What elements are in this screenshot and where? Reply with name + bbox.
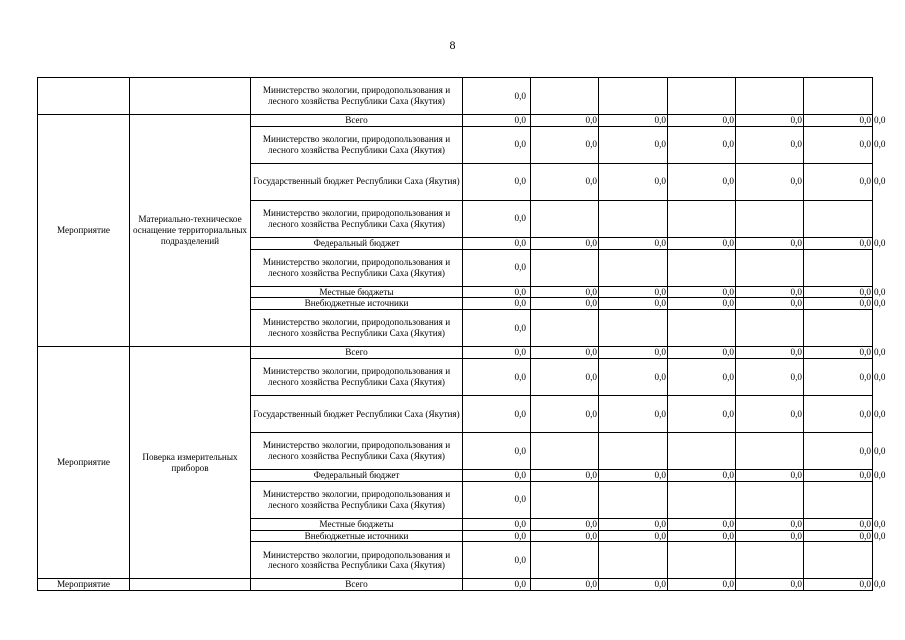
funding-source-cell: Министерство экологии, природопользования и лесного хозяйства Республики Саха (Якутия) (251, 432, 463, 469)
value-cell: 0,0 (668, 126, 736, 163)
value-cell: 0,0 (736, 126, 804, 163)
value-cell (804, 200, 873, 237)
value-cell: 0,0 (736, 518, 804, 530)
value-cell: 0,0 (531, 126, 599, 163)
table-row: Местные бюджеты 0,0 0,0 0,0 0,0 0,0 0,0 0,0 (38, 286, 873, 298)
value-cell: 0,0 (531, 530, 599, 542)
value-cell (804, 542, 873, 579)
value-cell: 0,0 (736, 163, 804, 200)
funding-source-cell: Всего (251, 579, 463, 591)
value-cell (736, 200, 804, 237)
funding-source-cell: Министерство экологии, природопользования и лесного хозяйства Республики Саха (Якутия) (251, 542, 463, 579)
value-cell: 0,0 (463, 432, 531, 469)
table-row: Федеральный бюджет 0,0 0,0 0,0 0,0 0,0 0,0 0,0 (38, 237, 873, 249)
value-cell: 0,0 (804, 347, 873, 359)
funding-source-cell: Всего (251, 347, 463, 359)
value-cell (804, 310, 873, 347)
value-cell: 0,0 (668, 298, 736, 310)
value-cell: 0,0 (531, 347, 599, 359)
value-cell: 0,0 (736, 347, 804, 359)
value-cell: 0,0 (531, 395, 599, 432)
value-cell (736, 310, 804, 347)
value-cell: 0,0 (463, 481, 531, 518)
value-cell: 0,0 (668, 286, 736, 298)
value-cell: 0,0 (599, 347, 668, 359)
value-cell: 0,0 (463, 115, 531, 127)
table-row (38, 78, 873, 115)
value-cell: 0,0 (599, 579, 668, 591)
funding-source-cell: Внебюджетные источники (251, 298, 463, 310)
cell-type (38, 78, 130, 115)
funding-source-cell: Министерство экологии, природопользования и лесного хозяйства Республики Саха (Якутия) (251, 358, 463, 395)
funding-source-cell: Министерство экологии, природопользования и лесного хозяйства Республики Саха (Якутия) (251, 481, 463, 518)
value-cell: 0,0 (463, 542, 531, 579)
value-cell: 0,0 (463, 579, 531, 591)
funding-source-cell: Государственный бюджет Республики Саха (Якутия) (251, 395, 463, 432)
activity-type-cell: Мероприятие (38, 579, 130, 591)
value-cell: 0,0 (804, 469, 873, 481)
value-cell: 0,0 (804, 163, 873, 200)
table-row: Министерство экологии, природопользования и лесного хозяйства Республики Саха (Якутия) 0,0 0,0 0,0 0,0 0,0 0,0 0,0 (38, 126, 873, 163)
value-cell: 0,0 (804, 579, 873, 591)
value-cell (736, 432, 804, 469)
value-cell: 0,0 (599, 163, 668, 200)
value-cell (668, 200, 736, 237)
funding-source-cell: Федеральный бюджет (251, 469, 463, 481)
table-row: Министерство экологии, природопользования и лесного хозяйства Республики Саха (Якутия) 0,0 0,0 0,0 0,0 0,0 0,0 0,0 (38, 358, 873, 395)
value-cell (599, 432, 668, 469)
value-cell: 0,0 (736, 579, 804, 591)
table-row: Федеральный бюджет 0,0 0,0 0,0 0,0 0,0 0,0 0,0 (38, 469, 873, 481)
table-row: Мероприятие Всего 0,0 0,0 0,0 0,0 0,0 0,0 0,0 (38, 579, 873, 591)
value-cell: 0,0 (736, 286, 804, 298)
value-cell: 0,0 (531, 237, 599, 249)
value-cell: 0,0 (736, 395, 804, 432)
cell-name (130, 78, 251, 115)
value-cell: 0,0 (736, 298, 804, 310)
value-cell: 0,0 (736, 530, 804, 542)
funding-source-cell: Государственный бюджет Республики Саха (Якутия) (251, 163, 463, 200)
funding-source-cell: Всего (251, 115, 463, 127)
value-cell: 0,0 (463, 347, 531, 359)
value-cell: 0,0 (668, 530, 736, 542)
value-cell (531, 432, 599, 469)
value-cell (599, 78, 668, 115)
funding-source-cell: Министерство экологии, природопользования и лесного хозяйства Республики Саха (Якутия) (251, 78, 463, 115)
funding-source-cell: Министерство экологии, природопользования и лесного хозяйства Республики Саха (Якутия) (251, 126, 463, 163)
table-row: Внебюджетные источники 0,0 0,0 0,0 0,0 0,0 0,0 0,0 (38, 298, 873, 310)
value-cell: 0,0 (736, 237, 804, 249)
value-cell (531, 481, 599, 518)
value-cell (668, 249, 736, 286)
value-cell: 0,0 (463, 518, 531, 530)
value-cell: 0,0 (463, 126, 531, 163)
value-cell: 0,0 (463, 163, 531, 200)
value-cell: 0,0 (668, 518, 736, 530)
value-cell: 0,0 (599, 115, 668, 127)
value-cell (668, 542, 736, 579)
value-cell: 0,0 (531, 115, 599, 127)
value-cell: 0,0 (736, 469, 804, 481)
value-cell: 0,0 (599, 237, 668, 249)
value-cell: 0,0 (463, 200, 531, 237)
value-cell: 0,0 (804, 115, 873, 127)
value-cell (736, 542, 804, 579)
value-cell: 0,0 (599, 518, 668, 530)
activity-name-cell: Материально-техническое оснащение территориальных подразделений (130, 115, 251, 347)
value-cell (804, 78, 873, 115)
value-cell: 0,0 (804, 286, 873, 298)
value-cell: 0,0 (804, 395, 873, 432)
table-row: Внебюджетные источники 0,0 0,0 0,0 0,0 0,0 0,0 0,0 (38, 530, 873, 542)
value-cell (736, 249, 804, 286)
activity-type-cell: Мероприятие (38, 115, 130, 347)
value-cell: 0,0 (463, 249, 531, 286)
value-cell (668, 310, 736, 347)
funding-source-cell: Федеральный бюджет (251, 237, 463, 249)
value-cell (736, 481, 804, 518)
value-cell: 0,0 (463, 298, 531, 310)
funding-source-cell: Министерство экологии, природопользования и лесного хозяйства Республики Саха (Якутия) (251, 249, 463, 286)
value-cell (531, 249, 599, 286)
value-cell: 0,0 (531, 579, 599, 591)
value-cell (599, 481, 668, 518)
value-cell (599, 310, 668, 347)
value-cell: 0,0 (736, 115, 804, 127)
value-cell: 0,0 (804, 518, 873, 530)
value-cell: 0,0 (804, 237, 873, 249)
value-cell: 0,0 (804, 530, 873, 542)
value-cell (531, 310, 599, 347)
table-row: Местные бюджеты 0,0 0,0 0,0 0,0 0,0 0,0 0,0 (38, 518, 873, 530)
funding-source-cell: Местные бюджеты (251, 286, 463, 298)
value-cell: 0,0 (668, 237, 736, 249)
value-cell: 0,0 (463, 78, 531, 115)
value-cell: 0,0 (668, 395, 736, 432)
value-cell: 0,0 (804, 126, 873, 163)
activity-type-cell: Мероприятие (38, 347, 130, 579)
value-cell: 0,0 (463, 237, 531, 249)
value-cell: 0,0 (531, 298, 599, 310)
value-cell: 0,0 (804, 358, 873, 395)
value-cell: 0,0 (599, 395, 668, 432)
table-row: Государственный бюджет Республики Саха (Якутия) 0,0 0,0 0,0 0,0 0,0 0,0 0,0 (38, 163, 873, 200)
table-row: Мероприятие Поверка измерительных приборов Всего 0,0 0,0 0,0 0,0 0,0 0,0 0,0 (38, 347, 873, 359)
value-cell (599, 200, 668, 237)
value-cell (804, 481, 873, 518)
value-cell (599, 249, 668, 286)
value-cell: 0,0 (668, 358, 736, 395)
value-cell (531, 200, 599, 237)
value-cell: 0,0 (736, 358, 804, 395)
value-cell: 0,0 (668, 579, 736, 591)
value-cell (804, 249, 873, 286)
budget-table (37, 77, 886, 591)
table-row: Мероприятие Материально-техническое оснащение территориальных подразделений Всего 0,0 0,0 0,0 0,0 0,0 0,0 0,0 (38, 115, 873, 127)
value-cell: 0,0 (668, 347, 736, 359)
value-cell: 0,0 (531, 469, 599, 481)
activity-name-cell: Поверка измерительных приборов (130, 347, 251, 579)
page-number: 8 (449, 38, 456, 52)
value-cell: 0,0 (599, 298, 668, 310)
value-cell: 0,0 (599, 358, 668, 395)
value-cell: 0,0 (668, 163, 736, 200)
table-row: Министерство экологии, природопользования и лесного хозяйства Республики Саха (Якутия) 0,0 0,0 0,0 (38, 432, 873, 469)
value-cell: 0,0 (668, 469, 736, 481)
value-cell (668, 432, 736, 469)
funding-source-cell: Внебюджетные источники (251, 530, 463, 542)
value-cell (668, 78, 736, 115)
value-cell: 0,0 (599, 126, 668, 163)
value-cell: 0,0 (599, 530, 668, 542)
activity-name-cell (130, 579, 251, 591)
value-cell: 0,0 (463, 310, 531, 347)
value-cell: 0,0 (599, 286, 668, 298)
value-cell: 0,0 (463, 469, 531, 481)
value-cell (531, 542, 599, 579)
value-cell: 0,0 (531, 358, 599, 395)
funding-source-cell: Министерство экологии, природопользования и лесного хозяйства Республики Саха (Якутия) (251, 200, 463, 237)
value-cell (668, 481, 736, 518)
value-cell (531, 78, 599, 115)
funding-source-cell: Местные бюджеты (251, 518, 463, 530)
value-cell: 0,0 (463, 358, 531, 395)
value-cell: 0,0 (531, 286, 599, 298)
value-cell: 0,0 (463, 395, 531, 432)
value-cell: 0,0 (531, 518, 599, 530)
value-cell: 0,0 (531, 163, 599, 200)
table-row: Государственный бюджет Республики Саха (Якутия) 0,0 0,0 0,0 0,0 0,0 0,0 0,0 (38, 395, 873, 432)
value-cell: 0,0 (668, 115, 736, 127)
value-cell: 0,0 (463, 530, 531, 542)
value-cell (736, 78, 804, 115)
value-cell: 0,0 (463, 286, 531, 298)
value-cell (599, 542, 668, 579)
funding-source-cell: Министерство экологии, природопользования и лесного хозяйства Республики Саха (Якутия) (251, 310, 463, 347)
value-cell: 0,0 (804, 298, 873, 310)
value-cell: 0,0 (804, 432, 873, 469)
value-cell: 0,0 (599, 469, 668, 481)
